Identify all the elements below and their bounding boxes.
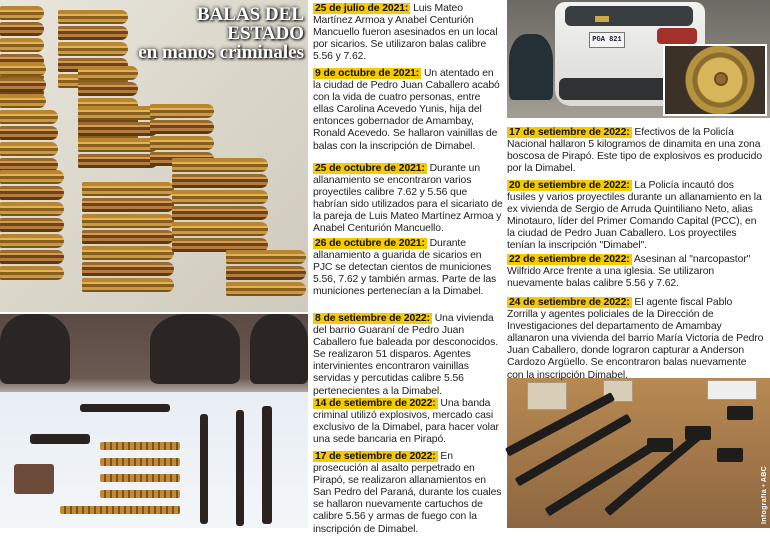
entry-text: Asesinan al "narcopastor" Wilfrido Arce frente a una iglesia. Se utilizaron nuevamente balas calibre 5.56 y 7.62. [507,254,751,290]
bullet [82,182,174,196]
entry-date: 8 de setiembre de 2022: [315,313,430,324]
bullet [0,218,64,232]
bullet [0,142,58,156]
entry-text: Un atentado en la ciudad de Pedro Juan Caballero acabó con la vida de cuatro personas, entre ellas Carolina Acevedo Yunis, hija del entonces gobernador de Amambay, Ronald Acevedo. Se hallaron vainillas de balas con la inscripción de Dimabel. [313,68,500,152]
car-rear-window [565,6,693,26]
weapon [262,406,272,524]
timeline-entry [313,398,503,446]
seized-items-photo [0,314,308,528]
entry-text: El agente fiscal Pablo Zorrilla y agentes policiales de la Dirección de Investigaciones del departamento de Amambay allanaron una vivienda del barrio María Victoria de Pedro Juan Caballero, donde lograron capturar a Anderson Cardozo Argüello. Se encontraron balas nuevamente con la inscripción Dimabel. [507,297,764,381]
person-silhouette [250,314,308,384]
bullet [172,174,268,188]
bullet [0,186,64,200]
bullet [226,266,306,280]
bullet [78,66,138,80]
bullet [0,38,44,52]
bullet [0,110,58,124]
bullet [0,250,64,264]
cartridge-casing-inset [663,44,767,116]
entry-date: 9 de octubre de 2021: [315,68,420,79]
bullet [82,246,174,260]
bullet [0,170,64,184]
timeline-entry [313,451,503,536]
bullet [78,82,138,96]
timeline-entry [313,68,503,153]
person-silhouette [150,314,240,384]
pistol [647,438,673,452]
entry-date: 26 de octubre de 2021: [315,238,425,249]
bullet [0,94,46,108]
entry-date: 20 de setiembre de 2022: [509,180,630,191]
bullet [226,282,306,296]
ammo-row [100,490,180,498]
ammo-row [100,474,180,482]
timeline-entry [313,163,503,236]
pistol [717,448,743,462]
headline-line-1: BALAS DEL ESTADO [196,4,304,44]
timeline-entry [313,3,503,63]
headline [128,5,304,62]
holster [14,464,54,494]
bullets-photo [0,0,308,312]
investigator-silhouette [509,34,553,100]
person-silhouette [0,314,70,384]
bullet [150,136,214,150]
pistol [685,426,711,440]
car-tail-light [657,28,697,44]
bullet [226,250,306,264]
timeline-entry [507,127,765,175]
bullet [0,234,64,248]
casing-primer [714,72,728,86]
bullet [78,106,158,120]
timeline-entry [313,238,503,298]
entry-date: 17 de setiembre de 2022: [315,451,436,462]
license-plate: PGA 821 [589,32,625,48]
pistol [727,406,753,420]
bullet [172,190,268,204]
entry-text: Efectivos de la Policía Nacional hallaron 5 kilogramos de dinamita en una zona boscosa de Pirapó. Este tipo de explosivos es producido por la Dimabel. [507,127,763,175]
bullet [0,202,64,216]
bullet [0,126,58,140]
ammo-row [100,458,180,466]
bullet [58,42,128,56]
evidence-bag [707,380,757,400]
bullet [0,266,64,280]
entry-text: En prosecución al asalto perpetrado en Pirapó, se realizaron allanamientos en San Pedro del Paraná, durante los cuales se hallaron nuevamente cartuchos de calibre 5.56 y armas de fuego con la inscripción de Dimabel. [313,451,502,535]
bullet [0,22,44,36]
bullet [82,198,174,212]
ammo-box [527,382,567,410]
car-crime-scene-photo [507,0,770,118]
weapon [236,410,244,526]
entry-text: Una vivienda del barrio Guaraní de Pedro Juan Caballero fue baleada por desconocidos. Se realizaron 51 disparos. Agentes intervinientes encontraron vainillas servidas y percutidas calibre 5.56 pertenecientes a la Dimabel. [313,313,498,397]
timeline-entry [507,180,765,253]
weapon [30,434,90,444]
entry-date: 25 de octubre de 2021: [315,163,425,174]
bullet [0,6,44,20]
entry-date: 25 de julio de 2021: [315,3,409,14]
bullet [0,62,46,76]
entry-text: Durante un allanamiento se encontraron varios proyectiles calibre 7.62 y 5.56 que habrían sido utilizados para el sicariato de la pareja de Luis Mateo Martínez Armoa y Anabel Centurión Mancuello. [313,163,503,235]
bullet [82,230,174,244]
timeline-entry [507,254,765,290]
bullet [172,206,268,220]
entry-text: Una banda criminal utilizó explosivos, mercado casi exclusivo de la Dimabel, para hacer volar una sede bancaria en Pirapó. [313,398,499,446]
bullet [172,158,268,172]
bullet [82,278,174,292]
bullet [78,154,158,168]
ammo-row [100,442,180,450]
entry-date: 17 de setiembre de 2022: [509,127,630,138]
seized-weapons-photo [507,378,770,528]
bullet [172,222,268,236]
bullet [0,78,46,92]
photo-credit: Infografía • ABC [761,466,768,524]
bullet [78,122,158,136]
bullet [150,120,214,134]
ammo-row [60,506,180,514]
headline-line-2: en manos criminales [138,42,304,63]
bullet [82,214,174,228]
bullet [58,10,128,24]
entry-text: Luis Mateo Martínez Armoa y Anabel Centurión Mancuello fueron asesinados en un local por sicarios. Se utilizaron balas calibre 5.56 y 7.62. [313,3,498,63]
bullet [58,26,128,40]
timeline-entry [313,313,503,398]
weapon [80,404,170,412]
timeline-entry [507,297,765,382]
entry-date: 14 de setiembre de 2022: [315,398,436,409]
entry-date: 22 de setiembre de 2022: [509,254,630,265]
entry-text: La Policía incautó dos fusiles y varios proyectiles durante un allanamiento en la ex vivienda de Sergio de Arruda Quintiliano Neto, alias Minotauro, líder del Primer Comando Capital (PCC), en la ciudad de Pedro Juan Caballero. Los proyectiles tenían la inscripción "Dimabel". [507,180,762,252]
bullet [82,262,174,276]
bullet [78,138,158,152]
bullet [150,104,214,118]
entry-date: 24 de setiembre de 2022: [509,297,630,308]
weapon [200,414,208,524]
entry-text: Durante allanamiento a guarida de sicarios en PJC se detectan cientos de municiones 5.56, 7.62 y también armas. Parte de las municiones pertenecían a la Dimabel. [313,238,497,298]
car-logo [595,16,609,22]
